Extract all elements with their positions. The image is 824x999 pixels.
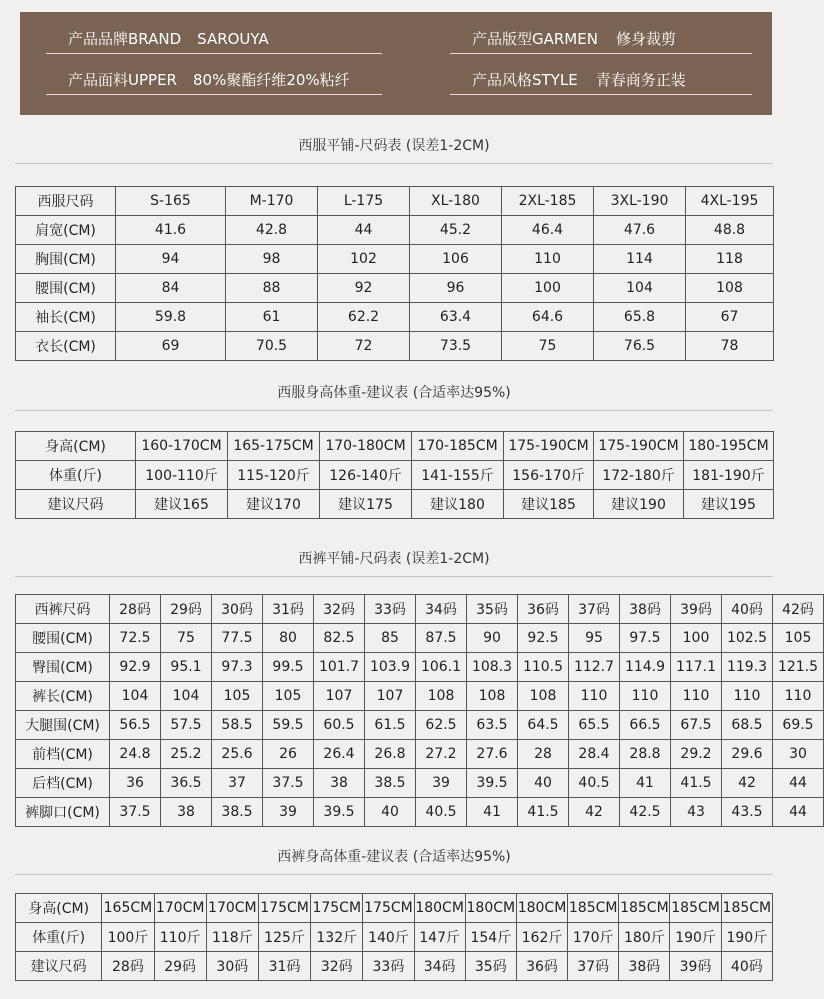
table-cell: 63.5: [467, 711, 518, 740]
suit-size-table-title: 西服平铺-尺码表 (误差1-2CM): [298, 138, 490, 154]
column-header-cell: 40码: [722, 595, 773, 624]
table-cell: 38.5: [212, 798, 263, 827]
table-cell: 64.6: [502, 303, 594, 332]
table-cell: 建议175: [320, 490, 412, 519]
banner-item-fabric: [46, 65, 382, 95]
table-cell: 29.6: [722, 740, 773, 769]
column-header-cell: 170CM: [206, 894, 258, 923]
table-cell: 43.5: [722, 798, 773, 827]
table-cell: 77.5: [212, 624, 263, 653]
table-cell: 104: [110, 682, 161, 711]
table-row: [16, 653, 824, 682]
table-row: [16, 595, 824, 624]
table-cell: 106: [410, 245, 502, 274]
table-cell: 28码: [102, 952, 154, 981]
column-header-cell: 37码: [569, 595, 620, 624]
table-cell: 147斤: [414, 923, 465, 952]
table-row: [16, 274, 774, 303]
table-row: [16, 332, 774, 361]
banner-divider: [46, 53, 382, 54]
table-cell: 27.6: [467, 740, 518, 769]
table-cell: 42: [569, 798, 620, 827]
table-cell: 99.5: [263, 653, 314, 682]
table-cell: 29.2: [671, 740, 722, 769]
table-row: [16, 245, 774, 274]
table-cell: 27.2: [416, 740, 467, 769]
table-cell: 61: [226, 303, 318, 332]
column-header-cell: 160-170CM: [136, 432, 228, 461]
table-row: [16, 461, 774, 490]
table-cell: 68.5: [722, 711, 773, 740]
table-cell: 26.4: [314, 740, 365, 769]
table-cell: 101.7: [314, 653, 365, 682]
banner-label: 产品版型GARMEN: [472, 30, 598, 48]
table-cell: 108: [686, 274, 774, 303]
banner-value: SAROUYA: [197, 30, 269, 48]
table-cell: 37.5: [110, 798, 161, 827]
table-cell: 110: [620, 682, 671, 711]
table-row: [16, 711, 824, 740]
table-cell: 107: [365, 682, 416, 711]
table-cell: 64.5: [518, 711, 569, 740]
table-cell: 105: [212, 682, 263, 711]
column-header-cell: 175-190CM: [504, 432, 594, 461]
table-cell: 建议195: [684, 490, 774, 519]
table-cell: 39.5: [314, 798, 365, 827]
table-cell: 59.8: [116, 303, 226, 332]
table-cell: 110: [502, 245, 594, 274]
table-cell: 建议180: [412, 490, 504, 519]
column-header-cell: 4XL-195: [686, 187, 774, 216]
table-cell: 110斤: [154, 923, 206, 952]
table-cell: 118斤: [206, 923, 258, 952]
table-cell: 建议165: [136, 490, 228, 519]
table-row: [16, 187, 774, 216]
table-cell: 110: [569, 682, 620, 711]
table-cell: 41.5: [518, 798, 569, 827]
column-header-cell: 34码: [416, 595, 467, 624]
table-cell: 106.1: [416, 653, 467, 682]
table-cell: 190斤: [721, 923, 772, 952]
table-cell: 38码: [619, 952, 670, 981]
column-header-cell: 3XL-190: [594, 187, 686, 216]
column-header-cell: 185CM: [619, 894, 670, 923]
table-cell: 40.5: [416, 798, 467, 827]
table-cell: 69.5: [773, 711, 824, 740]
table-cell: 100: [502, 274, 594, 303]
table-cell: 78: [686, 332, 774, 361]
row-header-cell: 臀围(CM): [16, 653, 110, 682]
table-cell: 39.5: [467, 769, 518, 798]
row-header-cell: 西裤尺码: [16, 595, 110, 624]
column-header-cell: 180CM: [465, 894, 516, 923]
table-cell: 95: [569, 624, 620, 653]
table-cell: 92: [318, 274, 410, 303]
table-row: [16, 216, 774, 245]
table-cell: 30码: [206, 952, 258, 981]
banner-row: [20, 65, 772, 95]
banner-value: 青春商务正装: [595, 71, 686, 89]
table-cell: 80: [263, 624, 314, 653]
table-cell: 59.5: [263, 711, 314, 740]
table-cell: 75: [161, 624, 212, 653]
table-cell: 45.2: [410, 216, 502, 245]
table-cell: 28: [518, 740, 569, 769]
column-header-cell: 2XL-185: [502, 187, 594, 216]
column-header-cell: M-170: [226, 187, 318, 216]
table-row: [16, 490, 774, 519]
table-cell: 33码: [363, 952, 414, 981]
column-header-cell: 42码: [773, 595, 824, 624]
table-cell: 88: [226, 274, 318, 303]
section-divider: [15, 874, 773, 875]
column-header-cell: 185CM: [721, 894, 772, 923]
table-cell: 29码: [154, 952, 206, 981]
table-cell: 32码: [311, 952, 363, 981]
column-header-cell: 39码: [671, 595, 722, 624]
table-cell: 95.1: [161, 653, 212, 682]
table-cell: 65.8: [594, 303, 686, 332]
table-cell: 96: [410, 274, 502, 303]
table-cell: 110: [722, 682, 773, 711]
table-cell: 114: [594, 245, 686, 274]
banner-divider: [46, 94, 382, 95]
table-cell: 36码: [516, 952, 567, 981]
table-cell: 108: [467, 682, 518, 711]
table-cell: 110: [773, 682, 824, 711]
table-cell: 100斤: [102, 923, 154, 952]
column-header-cell: 35码: [467, 595, 518, 624]
suit-recommend-table: [15, 431, 774, 519]
table-cell: 37码: [568, 952, 619, 981]
table-cell: 102.5: [722, 624, 773, 653]
column-header-cell: 30码: [212, 595, 263, 624]
column-header-cell: 175CM: [258, 894, 310, 923]
table-cell: 181-190斤: [684, 461, 774, 490]
table-cell: 34码: [414, 952, 465, 981]
table-cell: 40: [365, 798, 416, 827]
row-header-cell: 建议尺码: [16, 952, 102, 981]
column-header-cell: 170CM: [154, 894, 206, 923]
table-cell: 44: [773, 798, 824, 827]
column-header-cell: 165-175CM: [228, 432, 320, 461]
table-row: [16, 303, 774, 332]
table-cell: 67: [686, 303, 774, 332]
banner-label: 产品品牌BRAND: [68, 30, 182, 48]
table-cell: 28.8: [620, 740, 671, 769]
table-cell: 162斤: [516, 923, 567, 952]
table-row: [16, 624, 824, 653]
row-header-cell: 后档(CM): [16, 769, 110, 798]
banner-divider: [450, 53, 752, 54]
product-info-banner: [20, 12, 772, 115]
table-cell: 44: [773, 769, 824, 798]
table-cell: 121.5: [773, 653, 824, 682]
table-cell: 58.5: [212, 711, 263, 740]
banner-divider: [450, 94, 752, 95]
column-header-cell: 36码: [518, 595, 569, 624]
suit-size-table: [15, 186, 774, 361]
table-cell: 98: [226, 245, 318, 274]
column-header-cell: 185CM: [670, 894, 721, 923]
table-cell: 72: [318, 332, 410, 361]
pants-recommend-table-title: 西裤身高体重-建议表 (合适率达95%): [277, 849, 511, 865]
table-cell: 57.5: [161, 711, 212, 740]
table-cell: 69: [116, 332, 226, 361]
pants-size-table: [15, 594, 824, 827]
table-cell: 115-120斤: [228, 461, 320, 490]
table-cell: 40.5: [569, 769, 620, 798]
table-cell: 105: [263, 682, 314, 711]
table-cell: 建议190: [594, 490, 684, 519]
column-header-cell: L-175: [318, 187, 410, 216]
column-header-cell: XL-180: [410, 187, 502, 216]
row-header-cell: 身高(CM): [16, 894, 102, 923]
table-cell: 110: [671, 682, 722, 711]
table-cell: 40: [518, 769, 569, 798]
banner-item-style: [450, 65, 752, 95]
column-header-cell: 185CM: [568, 894, 619, 923]
table-cell: 92.9: [110, 653, 161, 682]
table-cell: 141-155斤: [412, 461, 504, 490]
table-cell: 100: [671, 624, 722, 653]
table-cell: 37: [212, 769, 263, 798]
column-header-cell: 175-190CM: [594, 432, 684, 461]
table-cell: 107: [314, 682, 365, 711]
table-cell: 25.6: [212, 740, 263, 769]
column-header-cell: 31码: [263, 595, 314, 624]
banner-value: 80%聚酯纤维20%粘纤: [192, 71, 350, 89]
row-header-cell: 前档(CM): [16, 740, 110, 769]
table-cell: 60.5: [314, 711, 365, 740]
row-header-cell: 身高(CM): [16, 432, 136, 461]
table-cell: 117.1: [671, 653, 722, 682]
table-cell: 73.5: [410, 332, 502, 361]
table-cell: 30: [773, 740, 824, 769]
table-cell: 119.3: [722, 653, 773, 682]
table-cell: 65.5: [569, 711, 620, 740]
column-header-cell: 165CM: [102, 894, 154, 923]
table-cell: 180斤: [619, 923, 670, 952]
table-cell: 40码: [721, 952, 772, 981]
row-header-cell: 裤长(CM): [16, 682, 110, 711]
table-cell: 36.5: [161, 769, 212, 798]
table-row: [16, 769, 824, 798]
table-cell: 35码: [465, 952, 516, 981]
table-cell: 85: [365, 624, 416, 653]
table-cell: 56.5: [110, 711, 161, 740]
banner-label: 产品面料UPPER: [68, 71, 177, 89]
column-header-cell: 28码: [110, 595, 161, 624]
row-header-cell: 裤脚口(CM): [16, 798, 110, 827]
table-cell: 105: [773, 624, 824, 653]
table-cell: 75: [502, 332, 594, 361]
table-cell: 28.4: [569, 740, 620, 769]
row-header-cell: 袖长(CM): [16, 303, 116, 332]
row-header-cell: 建议尺码: [16, 490, 136, 519]
table-cell: 94: [116, 245, 226, 274]
table-cell: 84: [116, 274, 226, 303]
table-cell: 76.5: [594, 332, 686, 361]
table-cell: 41.5: [671, 769, 722, 798]
table-cell: 建议185: [504, 490, 594, 519]
column-header-cell: 180CM: [414, 894, 465, 923]
table-cell: 170斤: [568, 923, 619, 952]
table-cell: 104: [161, 682, 212, 711]
table-cell: 90: [467, 624, 518, 653]
row-header-cell: 体重(斤): [16, 923, 102, 952]
banner-row: [20, 24, 772, 54]
table-cell: 108: [518, 682, 569, 711]
table-cell: 154斤: [465, 923, 516, 952]
column-header-cell: S-165: [116, 187, 226, 216]
table-cell: 38: [161, 798, 212, 827]
table-cell: 62.5: [416, 711, 467, 740]
table-cell: 114.9: [620, 653, 671, 682]
column-header-cell: 175CM: [363, 894, 414, 923]
table-cell: 67.5: [671, 711, 722, 740]
column-header-cell: 38码: [620, 595, 671, 624]
table-cell: 92.5: [518, 624, 569, 653]
column-header-cell: 29码: [161, 595, 212, 624]
table-cell: 100-110斤: [136, 461, 228, 490]
table-row: [16, 682, 824, 711]
table-cell: 132斤: [311, 923, 363, 952]
table-cell: 108: [416, 682, 467, 711]
table-cell: 112.7: [569, 653, 620, 682]
row-header-cell: 胸围(CM): [16, 245, 116, 274]
banner-label: 产品风格STYLE: [472, 71, 578, 89]
column-header-cell: 175CM: [311, 894, 363, 923]
table-cell: 110.5: [518, 653, 569, 682]
table-row: [16, 923, 773, 952]
table-cell: 125斤: [258, 923, 310, 952]
table-cell: 103.9: [365, 653, 416, 682]
table-cell: 102: [318, 245, 410, 274]
banner-value: 修身裁剪: [615, 30, 676, 48]
pants-recommend-table: [15, 893, 773, 981]
table-cell: 126-140斤: [320, 461, 412, 490]
row-header-cell: 大腿围(CM): [16, 711, 110, 740]
table-row: [16, 952, 773, 981]
table-cell: 97.3: [212, 653, 263, 682]
table-cell: 41: [620, 769, 671, 798]
table-cell: 87.5: [416, 624, 467, 653]
table-cell: 39码: [670, 952, 721, 981]
row-header-cell: 衣长(CM): [16, 332, 116, 361]
section-divider: [15, 410, 773, 411]
table-cell: 66.5: [620, 711, 671, 740]
table-cell: 26.8: [365, 740, 416, 769]
column-header-cell: 33码: [365, 595, 416, 624]
table-cell: 62.2: [318, 303, 410, 332]
table-cell: 42: [722, 769, 773, 798]
column-header-cell: 170-185CM: [412, 432, 504, 461]
table-cell: 108.3: [467, 653, 518, 682]
table-cell: 44: [318, 216, 410, 245]
table-cell: 24.8: [110, 740, 161, 769]
banner-item-fit: [450, 24, 752, 54]
table-cell: 26: [263, 740, 314, 769]
table-cell: 46.4: [502, 216, 594, 245]
row-header-cell: 体重(斤): [16, 461, 136, 490]
table-cell: 97.5: [620, 624, 671, 653]
table-cell: 建议170: [228, 490, 320, 519]
table-cell: 25.2: [161, 740, 212, 769]
table-cell: 172-180斤: [594, 461, 684, 490]
table-cell: 47.6: [594, 216, 686, 245]
table-cell: 38: [314, 769, 365, 798]
table-cell: 31码: [258, 952, 310, 981]
banner-item-brand: [46, 24, 382, 54]
column-header-cell: 180CM: [516, 894, 567, 923]
table-row: [16, 740, 824, 769]
table-cell: 43: [671, 798, 722, 827]
table-cell: 156-170斤: [504, 461, 594, 490]
table-cell: 36: [110, 769, 161, 798]
pants-size-table-title: 西裤平铺-尺码表 (误差1-2CM): [298, 551, 490, 567]
row-header-cell: 肩宽(CM): [16, 216, 116, 245]
column-header-cell: 32码: [314, 595, 365, 624]
table-cell: 48.8: [686, 216, 774, 245]
table-cell: 104: [594, 274, 686, 303]
row-header-cell: 腰围(CM): [16, 624, 110, 653]
suit-recommend-table-title: 西服身高体重-建议表 (合适率达95%): [277, 385, 511, 401]
section-divider: [15, 576, 773, 577]
table-row: [16, 798, 824, 827]
table-cell: 72.5: [110, 624, 161, 653]
column-header-cell: 170-180CM: [320, 432, 412, 461]
table-cell: 41: [467, 798, 518, 827]
table-row: [16, 894, 773, 923]
table-row: [16, 432, 774, 461]
table-cell: 37.5: [263, 769, 314, 798]
table-cell: 42.8: [226, 216, 318, 245]
table-cell: 38.5: [365, 769, 416, 798]
table-cell: 190斤: [670, 923, 721, 952]
table-cell: 140斤: [363, 923, 414, 952]
table-cell: 42.5: [620, 798, 671, 827]
row-header-cell: 西服尺码: [16, 187, 116, 216]
table-cell: 61.5: [365, 711, 416, 740]
table-cell: 39: [263, 798, 314, 827]
section-divider: [15, 163, 773, 164]
table-cell: 63.4: [410, 303, 502, 332]
table-cell: 82.5: [314, 624, 365, 653]
table-cell: 41.6: [116, 216, 226, 245]
table-cell: 70.5: [226, 332, 318, 361]
row-header-cell: 腰围(CM): [16, 274, 116, 303]
table-cell: 39: [416, 769, 467, 798]
table-cell: 118: [686, 245, 774, 274]
column-header-cell: 180-195CM: [684, 432, 774, 461]
